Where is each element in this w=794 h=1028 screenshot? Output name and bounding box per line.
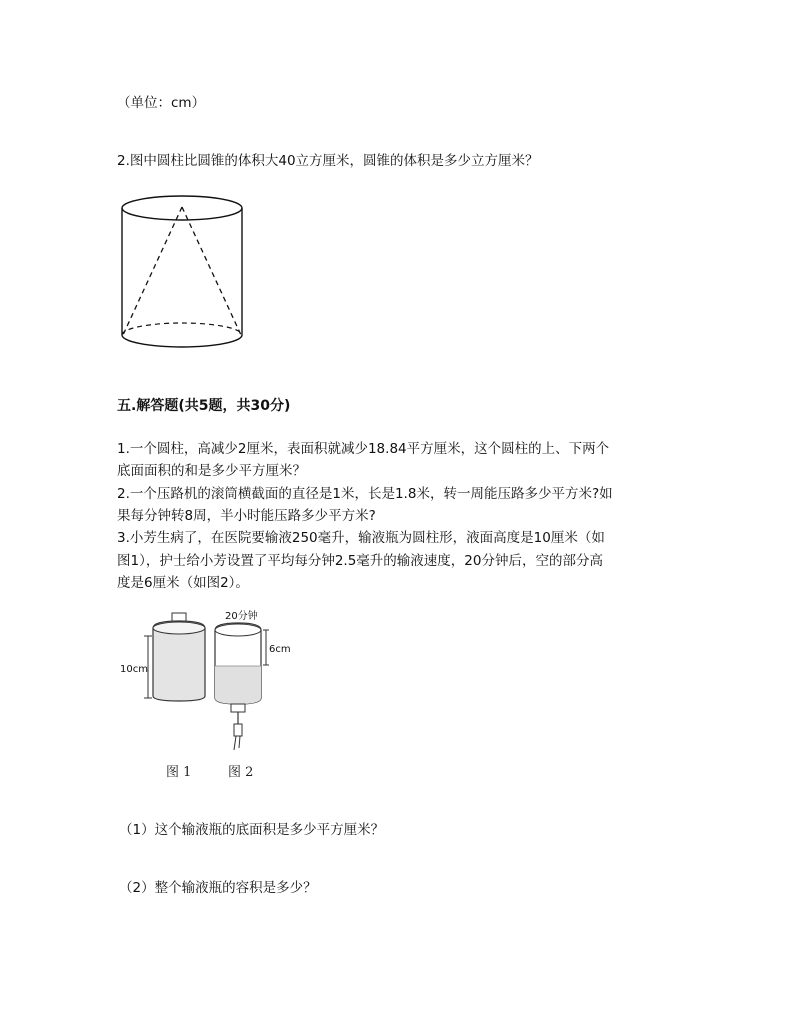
question-2-text: 2.图中圆柱比圆锥的体积大40立方厘米，圆锥的体积是多少立方厘米？ [117,153,539,169]
unit-line: （单位：cm） [117,95,206,111]
sub-question-1: （1）这个输液瓶的底面积是多少平方厘米？ [119,822,385,838]
problem-line: 1.一个圆柱，高减少2厘米，表面积就减少18.84平方厘米，这个圆柱的上、下两个 [117,441,610,457]
caption-figure-2: 图 2 [228,765,254,780]
caption-figure-1: 图 1 [166,765,192,780]
problem-line: 2.一个压路机的滚筒横截面的直径是1米，长是1.8米，转一周能压路多少平方米?如 [117,486,613,502]
cone-right-edge [182,207,241,335]
section-title: 五.解答题(共5题，共30分) [117,398,291,414]
label-20-minutes: 20分钟 [225,611,258,622]
cylinder-bottom-front [122,335,242,347]
infusion-bottle-figure [118,608,298,788]
bottle-1 [153,613,205,701]
cylinder-cone-figure [110,190,260,360]
bottle-2 [215,623,261,750]
problem-line: 度是6厘米（如图2）。 [117,575,249,591]
problem-line: 底面面积的和是多少平方厘米？ [117,463,306,479]
label-6cm: 6cm [269,644,291,655]
cone-left-edge [123,207,182,335]
sub-question-2: （2）整个输液瓶的容积是多少？ [119,880,317,896]
problem-line: 图1），护士给小芳设置了平均每分钟2.5毫升的输液速度，20分钟后，空的部分高 [117,553,603,569]
cylinder-bottom-back [122,323,242,335]
problem-line: 3.小芳生病了，在医院要输液250毫升，输液瓶为圆柱形，液面高度是10厘米（如 [117,530,605,546]
label-10cm: 10cm [120,664,148,675]
problem-line: 果每分钟转8周，半小时能压路多少平方米? [117,508,376,524]
